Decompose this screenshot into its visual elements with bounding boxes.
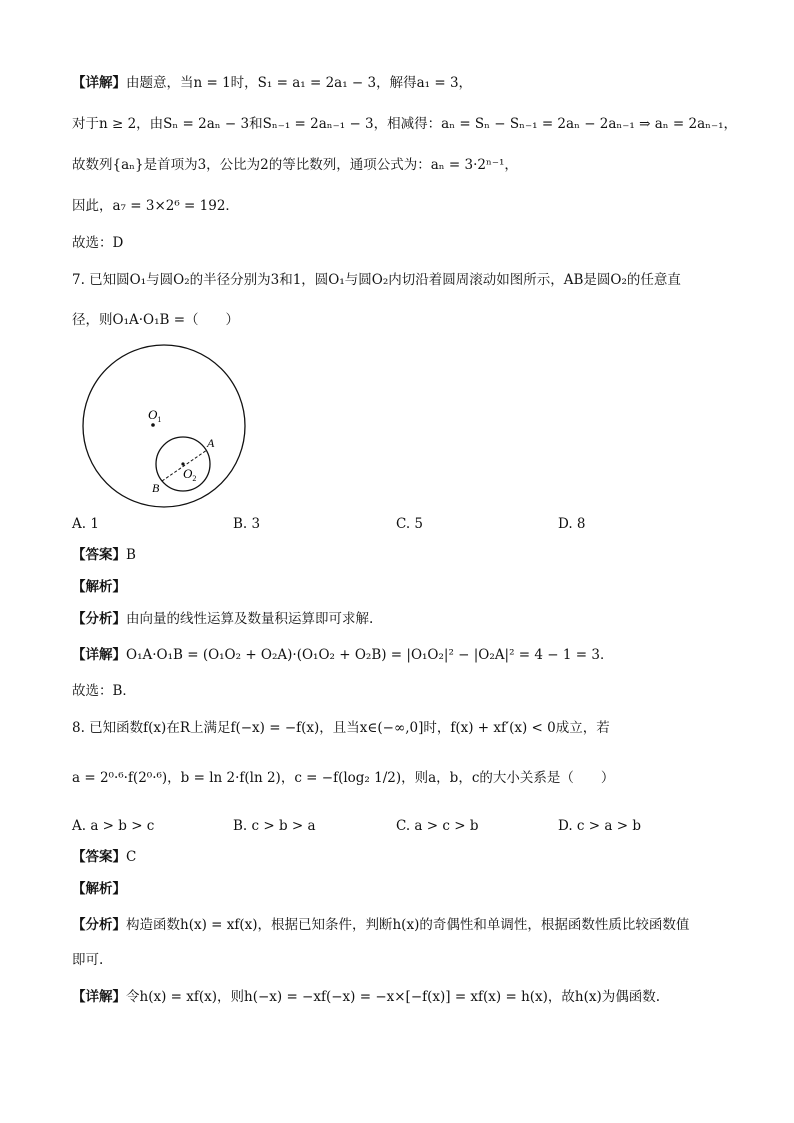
detail-tag: 【详解】 — [72, 75, 126, 91]
circle-figure — [70, 340, 270, 510]
q8-fenxi: 【分析】构造函数h(x) = xf(x)，根据已知条件，判断h(x)的奇偶性和单调性，根据函数性质比较函数值 — [72, 917, 690, 933]
q7-option-c: C. 5 — [396, 516, 424, 532]
q8-option-d: D. c > a > b — [558, 818, 641, 834]
q7-choose: 故选：B． — [72, 683, 136, 699]
q8-stem-line-1: 8. 已知函数f(x)在R上满足f(−x) = −f(x)，且当x∈(−∞,0]时，f(x) + xf′(x) < 0成立，若 — [72, 720, 610, 736]
q8-stem-line-2: a = 2⁰·⁶·f(2⁰·⁶)，b = ln 2·f(ln 2)，c = −f(log₂ 1/2)，则a，b，c的大小关系是（ ） — [72, 770, 615, 786]
q8-detail: 【详解】令h(x) = xf(x)，则h(−x) = −xf(−x) = −x×[−f(x)] = xf(x) = h(x)，故h(x)为偶函数. — [72, 989, 661, 1005]
center-o1-point — [151, 423, 155, 427]
label-a: A — [207, 436, 215, 450]
p6-detail-text: 由题意，当n = 1时，S₁ = a₁ = 2a₁ − 3，解得a₁ = 3， — [126, 75, 473, 91]
p6-line-3: 故数列{aₙ}是首项为3，公比为2的等比数列，通项公式为：aₙ = 3·2ⁿ⁻¹， — [72, 157, 518, 173]
label-b: B — [152, 481, 160, 495]
p6-choose: 故选：D — [72, 235, 124, 251]
p6-line-2: 对于n ≥ 2，由Sₙ = 2aₙ − 3和Sₙ₋₁ = 2aₙ₋₁ − 3，相减得：aₙ = Sₙ − Sₙ₋₁ = 2aₙ − 2aₙ₋₁ ⇒ aₙ = 2aₙ₋₁， — [72, 116, 738, 132]
q7-answer: 【答案】B — [72, 547, 136, 563]
q8-analysis: 【解析】 — [72, 881, 126, 897]
q7-option-d: D. 8 — [558, 516, 586, 532]
label-o2: $O_2$ — [183, 466, 197, 483]
q7-option-b: B. 3 — [233, 516, 261, 532]
p6-detail-line — [72, 73, 472, 93]
q8-answer: 【答案】C — [72, 849, 137, 865]
q8-option-a: A. a > b > c — [72, 818, 155, 834]
q7-option-a: A. 1 — [72, 516, 99, 532]
label-o1: $O_1$ — [148, 407, 162, 424]
q7-fenxi: 【分析】由向量的线性运算及数量积运算即可求解. — [72, 611, 374, 627]
p6-line-4: 因此，a₇ = 3×2⁶ = 192． — [72, 198, 239, 214]
q8-option-c: C. a > c > b — [396, 818, 479, 834]
q7-stem-line-1: 7. 已知圆O₁与圆O₂的半径分别为3和1，圆O₁与圆O₂内切沿着圆周滚动如图所示，AB是圆O₂的任意直 — [72, 272, 681, 288]
q8-option-b: B. c > b > a — [233, 818, 316, 834]
q7-analysis: 【解析】 — [72, 579, 126, 595]
q8-fenxi-line-2: 即可. — [72, 952, 104, 968]
q7-stem-line-2: 径，则O₁A·O₁B =（ ） — [72, 312, 240, 328]
q7-detail: 【详解】O₁A·O₁B = (O₁O₂ + O₂A)·(O₁O₂ + O₂B) = |O₁O₂|² − |O₂A|² = 4 − 1 = 3． — [72, 647, 614, 663]
